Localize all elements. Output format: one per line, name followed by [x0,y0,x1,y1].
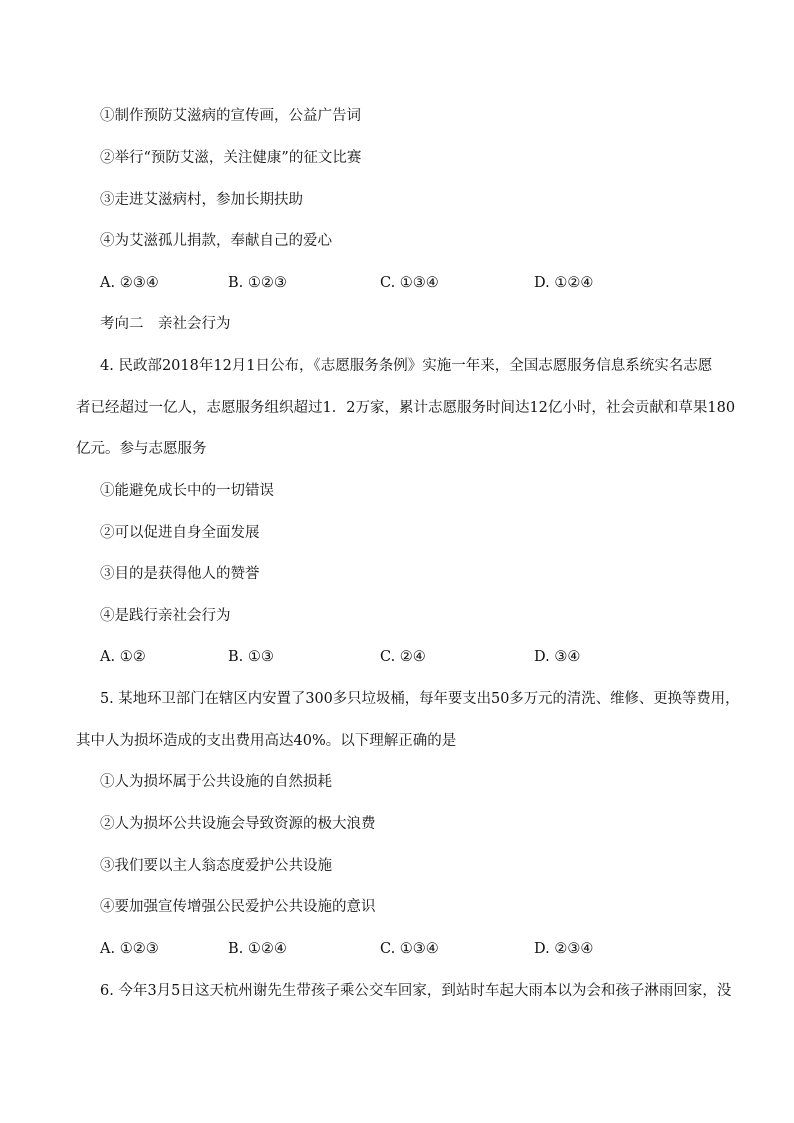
q3-option-item-4: ④为艾滋孤儿捐款，奉献自己的爱心 [100,233,332,249]
q4-stem-line-2: 者已经超过一亿人，志愿服务组织超过1．2万家，累计志愿服务时间达12亿小时，社会贡献和草果180 [76,400,736,416]
q5-option-item-3: ③我们要以主人翁态度爱护公共设施 [100,858,332,874]
q3-choice-c: C. ①③④ [380,275,439,291]
q5-option-item-4: ④要加强宣传增强公民爱护公共设施的意识 [100,899,376,915]
q4-choice-d: D. ③④ [534,649,581,665]
q5-choice-d: D. ②③④ [534,941,594,957]
q3-option-item-1: ①制作预防艾滋病的宣传画，公益广告词 [100,108,361,124]
q4-stem-line-3: 亿元。参与志愿服务 [76,441,207,457]
q4-option-item-2: ②可以促进自身全面发展 [100,525,260,541]
q6-stem-line-1: 6. 今年3月5日这天杭州谢先生带孩子乘公交车回家，到站时车起大雨本以为会和孩子淋雨回家，没 [100,983,732,999]
q4-option-item-4: ④是践行亲社会行为 [100,608,231,624]
q5-stem-line-2: 其中人为损坏造成的支出费用高达40%。以下理解正确的是 [76,733,457,749]
q4-stem-line-1: 4. 民政部2018年12月1日公布，《志愿服务条例》实施一年来，全国志愿服务信息系统实名志愿 [100,358,713,374]
q5-option-item-2: ②人为损坏公共设施会导致资源的极大浪费 [100,816,376,832]
q3-choice-d: D. ①②④ [534,275,594,291]
q4-choice-c: C. ②④ [380,649,426,665]
q4-option-item-3: ③目的是获得他人的赞誉 [100,566,260,582]
q5-choice-c: C. ①③④ [380,941,439,957]
q5-choice-b: B. ①②④ [228,941,287,957]
q5-stem-line-1: 5. 某地环卫部门在辖区内安置了300多只垃圾桶，每年要支出50多万元的清洗、维修、更换等费用， [100,691,740,707]
q4-choice-a: A. ①② [100,649,146,665]
q5-choice-a: A. ①②③ [100,941,159,957]
q4-choice-b: B. ①③ [228,649,274,665]
section-heading: 考向二 亲社会行为 [100,316,231,332]
q4-option-item-1: ①能避免成长中的一切错误 [100,483,274,499]
q3-option-item-3: ③走进艾滋病村，参加长期扶助 [100,192,303,208]
q3-option-item-2: ②举行“预防艾滋，关注健康”的征文比赛 [100,150,362,166]
q3-choice-a: A. ②③④ [100,275,159,291]
q3-choice-b: B. ①②③ [228,275,287,291]
q5-option-item-1: ①人为损坏属于公共设施的自然损耗 [100,774,332,790]
